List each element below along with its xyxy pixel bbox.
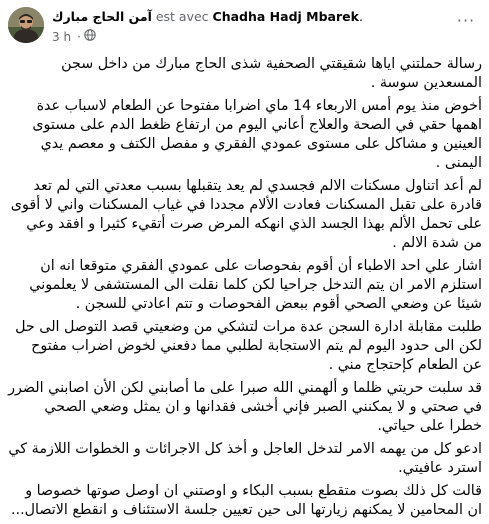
post-paragraph: لم أعد اتناول مسكنات الالم فجسدي لم يعد يتقبلها بسبب معدتي التي لم تعد قادرة على تقبل المسكنات فعادت الألام مجددا في غياب المسكنات واني لا أقوى على تحمل الألم بهذا الجسد الذي انهكه المرض صرت أتقيء كثيرا و افقد وعي من شدة الالم .: [10, 178, 482, 251]
author-avatar[interactable]: [8, 7, 44, 43]
post-header: [0, 0, 489, 50]
post-paragraph: ادعو كل من يهمه الامر لتدخل العاجل و أخذ كل الاجرائات و الخطوات اللازمة كي استرد عافيتي.: [8, 441, 482, 476]
tagged-name[interactable]: Chadha Hadj Mbarek: [212, 9, 359, 24]
post-time[interactable]: 3 h: [52, 29, 72, 44]
post-paragraph: قد سلبت حريتي ظلما و ألهمني الله صبرا على ما أصابني لكن الأن اصابني الضرر في صحتي و لا يمكنني الصبر فإني أخشى فقدانها و ان يمثل وضعي الصحي خطرا على حياتي.: [8, 380, 482, 434]
globe-icon: [84, 29, 96, 44]
separator-dot: ·: [77, 29, 81, 44]
post-paragraph: اشار علي احد الاطباء أن أقوم بفحوصات على عمودي الفقري متوقعا انه ان استلزم الامر ان يتم التدخل جراحيا لكن كلما نقلت الى المستشفى لا يعلموني شيئا عن وضعي الصحي أقوم ببعض الفحوصات و تتم اعادتي للسجن .: [29, 258, 482, 312]
avatar-image: [8, 7, 44, 43]
period-text: .: [358, 9, 363, 24]
post-paragraph: رسالة حملتني اياها شقيقتي الصحفية شذى الحاج مبارك من داخل سجن المسعدين سوسة .: [61, 56, 482, 91]
post-author-line: [52, 9, 363, 24]
post-meta: [52, 29, 96, 44]
post-body: [8, 55, 482, 524]
post-paragraph: أخوض منذ يوم أمس الاربعاء 14 ماي اضرابا مفتوحا عن الطعام لاسباب عدة اهمها حقي في الصحة والعلاج أعاني اليوم من ارتفاع ظغط الدم على مستوى العينين و مشاكل على مستوى عمودي الفقري و مفصل الكتف و معصم يدي اليمنى .: [32, 98, 482, 171]
author-name[interactable]: آمن الحاج مبارك: [52, 9, 152, 24]
post-paragraph: قالت كل ذلك بصوت متقطع بسبب البكاء و اوصتني ان اوصل صوتها خصوصا و ان المحامين لا يمكنهم زيارتها الى حين تعيين جلسة الاستئناف و انقطع الاتصال...: [10, 483, 482, 518]
more-icon[interactable]: ···: [456, 10, 476, 30]
post-paragraph: طلبت مقابلة ادارة السجن عدة مرات لتشكي من وضعيتي قصد التوصل الى حل لكن الى حدود اليوم لم يتم الاستجابة لطلبي مما دفعني لخوض اضراب مفتوح عن الطعام كإحتجاج مني .: [15, 319, 482, 373]
with-text: est avec: [155, 9, 209, 24]
